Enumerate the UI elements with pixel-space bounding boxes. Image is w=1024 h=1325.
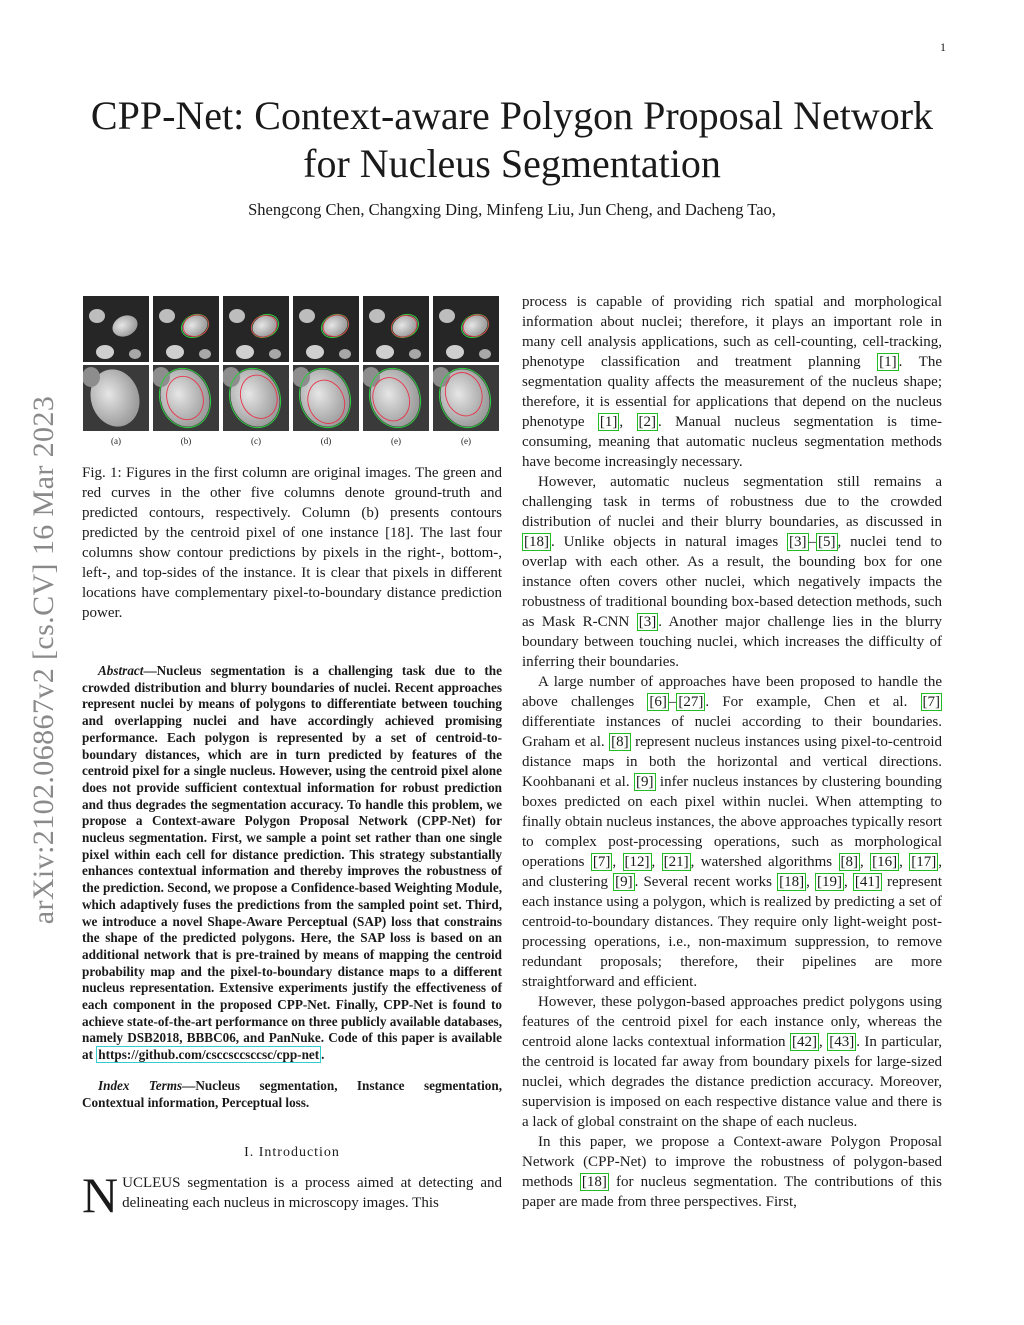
figure-thumbnail: [83, 296, 149, 362]
citation-link[interactable]: [2]: [638, 414, 657, 430]
figure-thumbnail: [83, 365, 149, 431]
citation-link[interactable]: [12]: [624, 854, 650, 870]
citation-link[interactable]: [18]: [581, 1174, 607, 1190]
citation-link[interactable]: [43]: [829, 1034, 855, 1050]
figure-thumbnail: [153, 296, 219, 362]
citation-link[interactable]: [8]: [611, 734, 629, 750]
citation-link[interactable]: [18]: [779, 874, 805, 890]
figure-thumbnail: [293, 365, 359, 431]
microscopy-image: [433, 296, 499, 362]
citation-link[interactable]: [9]: [636, 774, 654, 790]
arxiv-stamp: arXiv:2102.06867v2 [cs.CV] 16 Mar 2023: [27, 395, 60, 925]
figure-thumbnail: [433, 296, 499, 362]
microscopy-image: [293, 365, 359, 431]
citation-link[interactable]: [1]: [879, 354, 897, 370]
citation-link[interactable]: [7]: [592, 854, 611, 870]
figure-caption: [82, 463, 502, 623]
figure-image-grid: [83, 296, 502, 431]
paper-title: [82, 92, 942, 188]
author-list: Shengcong Chen, Changxing Ding, Minfeng Liu, Jun Cheng, and Dacheng Tao,: [248, 200, 776, 219]
citation-link[interactable]: [17]: [911, 854, 937, 870]
citation-link[interactable]: [19]: [817, 874, 843, 890]
figure-subcaption: (e): [461, 436, 471, 446]
abstract-body: —Nucleus segmentation is a challenging task due to the crowded distribution and blurry boundaries of nuclei. Recent approaches represent nuclei by means of polygons to differentiate between touching and overlapping nuclei and have accordingly achieved promising performance. Each polygon is represented by a set of centroid-to-boundary distances, which are in turn predicted by features of the centroid pixel for a single nucleus. However, using the centroid pixel alone does not provide sufficient contextual information for robust prediction and thus degrades the segmentation accuracy. To handle this problem, we propose a Context-aware Polygon Proposal Network (CPP-Net) for nucleus segmentation. First, we sample a point set rather than one single pixel within each cell for distance prediction. This strategy substantially enhances contextual information and thereby improves the robustness of the prediction. Second, we propose a Confidence-based Weighting Module, which adaptively fuses the predictions from the sampled point set. Third, we introduce a novel Shape-Aware Perceptual (SAP) loss that constrains the shape of the predicted polygons. Here, the SAP loss is based on an additional network that is pre-trained by means of mapping the centroid probability map and the pixel-to-boundary distance maps to a different nucleus representation. Extensive experiments justify the effectiveness of each component in the proposed CPP-Net. Finally, CPP-Net is found to achieve state-of-the-art performance on three publicly available databases, namely DSB2018, BBBC06, and PanNuke. Code of this paper is available at: [82, 663, 502, 1063]
citation-link[interactable]: [18]: [524, 534, 549, 550]
citation-link[interactable]: [3]: [789, 534, 807, 550]
right-column: [522, 292, 942, 1212]
drop-cap: N: [82, 1167, 119, 1224]
microscopy-image: [223, 365, 289, 431]
body-paragraph: In this paper, we propose a Context-aware Polygon Proposal Network (CPP-Net) to improve the robustness of polygon-based methods [18] for nucleus segmentation. The contributions of this paper are made from three perspectives. First,: [522, 1134, 942, 1210]
citation-link[interactable]: [8]: [840, 854, 859, 870]
index-terms-lead: Index Terms: [98, 1077, 183, 1093]
index-terms: [82, 1078, 502, 1111]
figure-thumbnail: [223, 296, 289, 362]
figure-subcaption: (c): [251, 436, 261, 446]
citation-link[interactable]: [3]: [638, 614, 657, 630]
microscopy-image: [153, 296, 219, 362]
body-paragraph: However, these polygon-based approaches predict polygons using features of the centroid pixel for each instance only, whereas the centroid alone lacks contextual information [42] , [43] . In particular, the centroid is located far away from boundary pixels for large-sized nuclei, which degrades the distance prediction accuracy. Moreover, supervision is imposed on each respective distance value and there is a lack of global constraint on the shape of each nucleus.: [522, 994, 942, 1130]
code-url-link[interactable]: https://github.com/csccsccsccsc/cpp-net: [98, 1047, 320, 1063]
citation-link[interactable]: [9]: [615, 874, 633, 890]
figure-subcaption: (a): [111, 436, 121, 446]
body-paragraph: process is capable of providing rich spatial and morphological information about nuclei; therefore, it plays an important role in many cell analysis applications, such as cell-counting, cell-tracking, phenotype classification and treatment planning [1] . The segmentation quality affects the measurement of the nucleus shape; therefore, it is essential for applications that depend on the nucleus phenotype [1] , [2] . Manual nucleus segmentation is time-consuming, meaning that automatic nucleus segmentation methods have become increasingly necessary.: [522, 294, 942, 470]
citation-link[interactable]: [7]: [922, 694, 940, 710]
figure-thumbnail: [433, 365, 499, 431]
citation-link[interactable]: [42]: [792, 1034, 818, 1050]
figure-subcaption: (e): [391, 436, 401, 446]
body-paragraph: A large number of approaches have been proposed to handle the above challenges [6] – [27] . For example, Chen et al. [7] differentiate instances of nuclei according to their boundaries. Graham et al. [8] represent nucleus instances using pixel-to-centroid distance maps in both the horizontal and vertical directions. Koohbanani et al. [9] infer nucleus instances by clustering bounding boxes predicted on each pixel within nuclei. When attempting to finally obtain nucleus instances, the above approaches typically resort to complex post-processing operations, such as morphological operations [7] , [12] , [21] , watershed algorithms [8] , [16] , [17] , and clustering [9] . Several recent works [18] , [19] , [41] represent each instance using a polygon, which is realized by predicting a set of centroid-to-boundary distances. They require only light-weight post-processing operations, i.e., non-maximum suppression, to remove redundant proposals; therefore, their pipelines are more straightforward and efficient.: [522, 674, 943, 990]
citation-link[interactable]: [1]: [599, 414, 618, 430]
figure-thumbnail: [153, 365, 219, 431]
title-line-1: CPP-Net: Context-aware Polygon Proposal Network: [90, 93, 934, 138]
introduction-text: UCLEUS segmentation is a process aimed at detecting and delineating each nucleus in microscopy images. This: [122, 1175, 502, 1212]
figure-subcaption: (b): [180, 436, 192, 446]
microscopy-image: [363, 296, 429, 362]
microscopy-image: [83, 365, 149, 431]
figure-subcaptions: [83, 435, 502, 447]
microscopy-image: [223, 296, 289, 362]
citation-link[interactable]: [16]: [872, 854, 898, 870]
abstract-end: .: [321, 1047, 325, 1063]
section-heading-introduction: I. Introduction: [244, 1145, 340, 1161]
page-number: 1: [940, 40, 946, 54]
figure-thumbnail: [223, 365, 289, 431]
citation-link[interactable]: [6]: [649, 694, 667, 710]
microscopy-image: [293, 296, 359, 362]
microscopy-image: [363, 365, 429, 431]
citation-link[interactable]: [27]: [678, 694, 704, 710]
figure-1: [82, 296, 502, 623]
citation-link[interactable]: [21]: [663, 854, 689, 870]
microscopy-image: [153, 365, 219, 431]
title-line-2: for Nucleus Segmentation: [303, 141, 721, 186]
figure-thumbnail: [293, 296, 359, 362]
figure-subcaption: (d): [320, 436, 332, 446]
left-column: [82, 296, 502, 1224]
body-paragraph: However, automatic nucleus segmentation still remains a challenging task in terms of robustness due to the crowded distribution of nuclei and their blurry boundaries, as discussed in [18] . Unlike objects in natural images [3] – [5] , nuclei tend to overlap with each other. As a result, the bounding box for one instance often covers other nuclei, which negatively impacts the robustness of traditional bounding box-based detection methods, such as Mask R-CNN [3] . Another major challenge lies in the blurry boundary between touching nuclei, which increases the difficulty of inferring their boundaries.: [522, 474, 943, 670]
figure-caption-text: Fig. 1: Figures in the first column are original images. The green and red curves in the other five columns denote ground-truth and predicted contours, respectively. Column (b) presents contours predicted by the centroid pixel of one instance [18]. The last four columns show contour predictions by pixels in the right-, bottom-, left-, and top-sides of the instance. It is clear that pixels in different locations have complementary pixel-to-boundary distance prediction power.: [82, 465, 502, 621]
microscopy-image: [83, 296, 149, 362]
introduction-opening: [82, 1167, 502, 1224]
index-terms-body: —Nucleus segmentation, Instance segmentation, Contextual information, Perceptual loss.: [82, 1077, 502, 1110]
abstract: [82, 663, 502, 1064]
abstract-lead: Abstract: [98, 663, 144, 678]
citation-link[interactable]: [41]: [854, 874, 880, 890]
figure-thumbnail: [363, 296, 429, 362]
microscopy-image: [433, 365, 499, 431]
citation-link[interactable]: [5]: [818, 534, 836, 550]
figure-thumbnail: [363, 365, 429, 431]
